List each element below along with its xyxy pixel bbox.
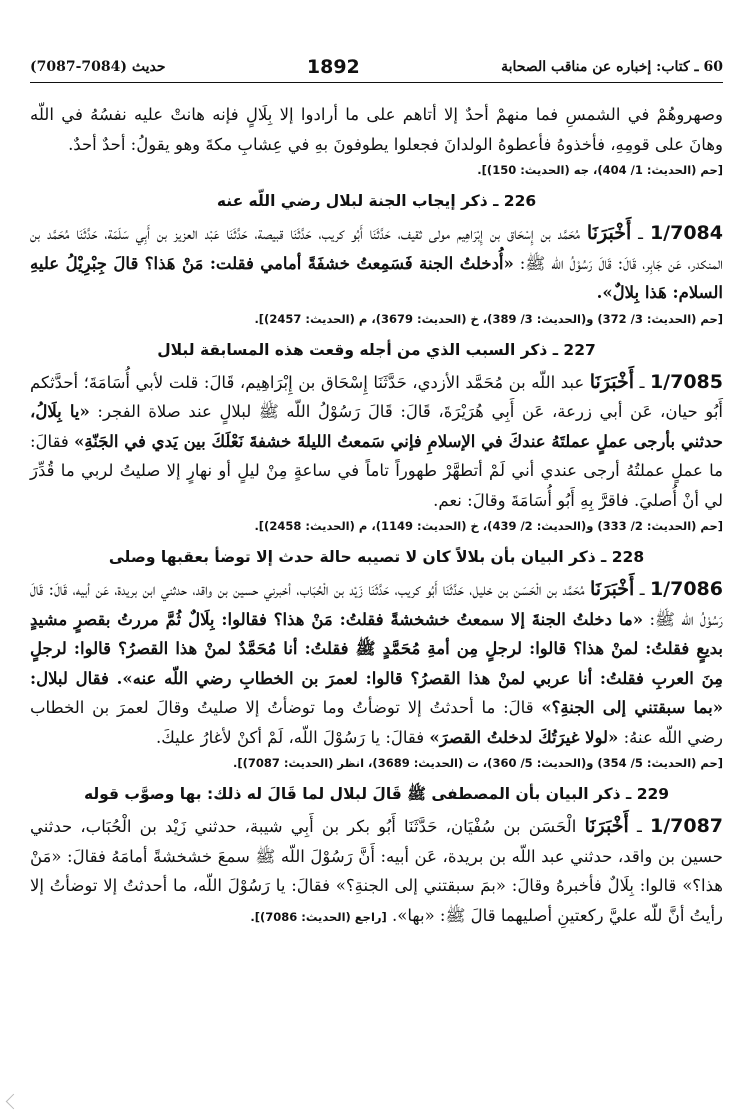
running-header [30,54,723,80]
hadith-number: 1/7087 [649,815,724,837]
akhbarana-word: أَخْبَرَنَا [586,222,632,244]
hadith-text: 1/7084 ـ أَخْبَرَنَا مُحَمَّد بن إِسْحَاق بن إِبْرَاهِيم مولى ثقيف، حَدَّثَنَا أَبُو كريب، حَدَّثَنَا قبيصة، حَدَّثَنَا عَبْد العزيز بن أَبِي سَلَمَة، حَدَّثَنَا مُحَمَّد بن المنكدر، عَن جَابِر، قَالَ: قَالَ رَسُوْلُ اللّه ﷺ: «أُدخلتُ الجنة فَسَمِعتُ خشفَةً أمامي فقلت: مَنْ هَذا؟ قالَ جِبْرِيْلُ عليهِ السلام: هَذا بِلالٌ». [30,222,723,302]
intro-reference: [حم (الحديث: 1/ 404)، جه (الحديث: 150)]. [477,163,723,177]
hadith-number: 1/7084 [649,222,723,244]
hadith-tail-second: فقالَ: يا رَسُوْلَ اللّه، لَمْ أكنْ لأغارُ عليكَ. [155,727,425,747]
scan-corner-mark [6,1094,22,1110]
isnad: مُحَمَّد بن الْحَسَن بن خليل، حَدَّثَنَا أَبُو كريب، حَدَّثَنَا زَيْد بن الْحُبَاب، أخبرني حسين بن واقد، حدثني ابن بريدة، عَن أبيه، قَالَ: قَالَ رَسُوْلُ اللّه ﷺ: [30,580,723,629]
hadith-number: 1/7085 [649,370,723,393]
section-title: 229 ـ ذكر البيان بأن المصطفى ﷺ قَالَ لبلال لما قَالَ له ذلك: بها وصوَّب قوله [83,785,670,803]
akhbarana-word: أَخْبَرَنَا [584,815,629,837]
hadith-tail: قالَ: ما أحدثتُ إلا توضأتُ وما توضأتُ إلا صليتُ وقالَ لعمرَ بن الخطاب رضي اللّه عنهُ: [30,698,723,747]
isnad: مُحَمَّد بن إِسْحَاق بن إِبْرَاهِيم مولى ثقيف، حَدَّثَنَا أَبُو كريب، حَدَّثَنَا قبيصة، حَدَّثَنَا عَبْد العزيز بن أَبِي سَلَمَة، حَدَّثَنَا مُحَمَّد بن المنكدر، عَن جَابِر، قَالَ: قَالَ رَسُوْلُ اللّه ﷺ: [30,224,723,273]
hadith-text: 1/7087 ـ أَخْبَرَنَا الْحَسَن بن سُفْيَان، حَدَّثَنَا أَبُو بكر بن أَبِي شيبة، حدثني زَيْد بن الْحُبَاب، حدثني حسين بن واقد، حدثني عبد اللّه بن بريدة، عَن أبيه: أَنَّ رَسُوْلَ اللّه ﷺ سمعَ خشخشةً أمامَهُ فقالَ: «مَنْ هذا؟» قالوا: بِلَالٌ فأخبرهُ وقالَ: «بمَ سبقتني إلى الجنةِ؟» فقالَ: يا رَسُوْلَ اللّه، ما أحدثتُ إلا توضأتُ إلا رأيتُ أنَّ للّه عليَّ ركعتينِ أصليهما قالَ ﷺ: «بها». [راجع (الحديث: 7086)]. [30,815,724,925]
header-book-title: 60 ـ كتاب: إخباره عن مناقب الصحابة [501,59,723,75]
section-title: 227 ـ ذكر السبب الذي من أجله وقعت هذه المسابقة لبلال [157,340,596,359]
intro-paragraph: وصهروهُمْ في الشمسِ فما منهمْ أحدٌ إلا أتاهم على ما أرادوا إلا بِلَالٍ فإنه هانتْ عليه نفسُهُ في اللّه وهانَ على قومِهِ، فأخذوهُ فأعطوهُ الولدانَ فجعلوا يطوفونَ بهِ في عِشابِ مكةَ وهو يقولُ: أحدٌ أحدٌ. [30,105,723,154]
hadith-reference: [حم (الحديث: 5/ 354) و(الحديث: 5/ 360)، ت (الحديث: 3689)، انظر (الحديث: 7087)]. [232,756,723,770]
header-hadith-range: حديث (7084-7087) [30,59,166,75]
isnad: الْحَسَن بن سُفْيَان، حَدَّثَنَا أَبُو بكر بن أَبِي شيبة، حدثني زَيْد بن الْحُبَاب، حدثني حسين بن واقد، حدثني عبد اللّه بن بريدة، عَن أبيه: أَنَّ رَسُوْلَ اللّه ﷺ سمعَ خشخشةً أمامَهُ فقالَ: «مَنْ هذا؟» قالوا: بِلَالٌ فأخبرهُ وقالَ: «بمَ سبقتني إلى الجنةِ؟» فقالَ: يا رَسُوْلَ اللّه، ما أحدثتُ إلا توضأتُ إلا رأيتُ أنَّ للّه عليَّ ركعتينِ أصليهما قالَ ﷺ: «بها». [30,817,723,925]
hadith-text: 1/7085 ـ أَخْبَرَنَا عبد اللّه بن مُحَمَّد الأزدي، حَدَّثَنَا إِسْحَاق بن إِبْرَاهِيم، قَالَ: قلت لأبي أُسَامَةَ؛ أحدَّثكم أَبُو حيان، عَن أبي زرعة، عَن أَبِي هُرَيْرَةَ، قَالَ: قَالَ رَسُوْلُ اللّه ﷺ لبلالٍ عند صلاة الفجر: «يا بِلَالُ، حدثني بأرجى عملٍ عملتَهُ عندكَ في الإسلامِ فإني سَمعتُ الليلةَ خشفةَ نَعْلَكَ بين يَدي في الجَنّةِ» فقالَ: ما عملٍ عملتُهُ أرجى عندي أني لَمْ أتطهَّرْ طهوراً تاماً في ساعةٍ مِنْ ليلٍ أو نهارٍ إلا صليتُ لربي ما قُدِّرَ لي أنْ أُصليَ. فاقرَّ بِهِ أَبُو أُسَامَةَ وقالَ: نعم. [30,370,723,510]
matn-second: «لولا غيرَتُكَ لدخلتُ القصرَ» [429,727,619,747]
section-title: 226 ـ ذكر إيجاب الجنة لبلال رضي اللّه عنه [216,192,537,210]
matn: «ما دخلتُ الجنةَ إلا سمعتُ خشخشةً فقلتُ: مَنْ هذا؟ فقالوا: بِلَالٌ ثُمَّ مررتُ بقصرٍ مشيدٍ بديعٍ فقلتُ: لمنْ هذا؟ قالوا: لرجلٍ مِن أمةِ مُحَمَّدٍ ﷺ فقلتُ: أنا مُحَمَّدٌ لمنْ هذا القصرُ؟ قالوا: لرجلٍ مِنَ العربِ فقلتُ: أنا عربي لمنْ هذا القصرُ؟ قالوا: لعمرَ بن الخطابِ رضي اللّه عنه». فقال لبلال: «بما سبقتني إلى الجنةِ؟» [30,609,723,717]
hadith-reference: [حم (الحديث: 3/ 372) و(الحديث: 3/ 389)، خ (الحديث: 3679)، م (الحديث: 2457)]. [254,311,723,326]
matn: «يا بِلَالُ، حدثني بأرجى عملٍ عملتَهُ عندكَ في الإسلامِ فإني سَمعتُ الليلةَ خشفةَ نَعْلَكَ بين يَدي في الجَنّةِ» [30,402,723,451]
hadith-reference: [راجع (الحديث: 7086)]. [250,909,387,924]
hadith-tail: فقالَ: ما عملٍ عملتُهُ أرجى عندي أني لَمْ أتطهَّرْ طهوراً تاماً في ساعةٍ مِنْ ليلٍ أو نهارٍ إلا صليتُ لربي ما قُدِّرَ لي أنْ أُصليَ. فاقرَّ بِهِ أَبُو أُسَامَةَ وقالَ: نعم. [30,431,723,510]
hadith-number: 1/7086 [649,578,723,600]
hadith-reference: [حم (الحديث: 2/ 333) و(الحديث: 2/ 439)، خ (الحديث: 1149)، م (الحديث: 2458)]. [254,519,723,533]
page-number: 1892 [306,56,360,78]
section-title: 228 ـ ذكر البيان بأن بلالاً كان لا تصيبه حالة حدث إلا توضأ بعقبها وصلى [108,548,645,566]
hadith-text: 1/7086 ـ أَخْبَرَنَا مُحَمَّد بن الْحَسَن بن خليل، حَدَّثَنَا أَبُو كريب، حَدَّثَنَا زَيْد بن الْحُبَاب، أخبرني حسين بن واقد، حدثني ابن بريدة، عَن أبيه، قَالَ: قَالَ رَسُوْلُ اللّه ﷺ: «ما دخلتُ الجنةَ إلا سمعتُ خشخشةً فقلتُ: مَنْ هذا؟ فقالوا: بِلَالٌ ثُمَّ مررتُ بقصرٍ مشيدٍ بديعٍ فقلتُ: لمنْ هذا؟ قالوا: لرجلٍ مِن أمةِ مُحَمَّدٍ ﷺ فقلتُ: أنا مُحَمَّدٌ لمنْ هذا القصرُ؟ قالوا: لرجلٍ مِنَ العربِ فقلتُ: أنا عربي لمنْ هذا القصرُ؟ قالوا: لعمرَ بن الخطابِ رضي اللّه عنه». فقال لبلال: «بما سبقتني إلى الجنةِ؟» قالَ: ما أحدثتُ إلا توضأتُ وما توضأتُ إلا صليتُ وقالَ لعمرَ بن الخطاب رضي اللّه عنهُ: «لولا غيرَتُكَ لدخلتُ القصرَ» فقالَ: يا رَسُوْلَ اللّه، لَمْ أكنْ لأغارُ عليكَ. [30,578,723,747]
akhbarana-word: أَخْبَرَنَا [589,370,635,393]
page-body [30,100,723,930]
isnad: عبد اللّه بن مُحَمَّد الأزدي، حَدَّثَنَا إِسْحَاق بن إِبْرَاهِيم، قَالَ: قلت لأبي أُسَامَةَ؛ أحدَّثكم أَبُو حيان، عَن أبي زرعة، عَن أَبِي هُرَيْرَةَ، قَالَ: قَالَ رَسُوْلُ اللّه ﷺ لبلالٍ عند صلاة الفجر: [30,372,723,421]
header-divider [30,82,723,83]
matn: «أُدخلتُ الجنة فَسَمِعتُ خشفَةً أمامي فقلت: مَنْ هَذا؟ قالَ جِبْرِيْلُ عليهِ السلام: هَذا بِلالٌ». [30,253,723,302]
akhbarana-word: أَخْبَرَنَا [590,578,635,600]
